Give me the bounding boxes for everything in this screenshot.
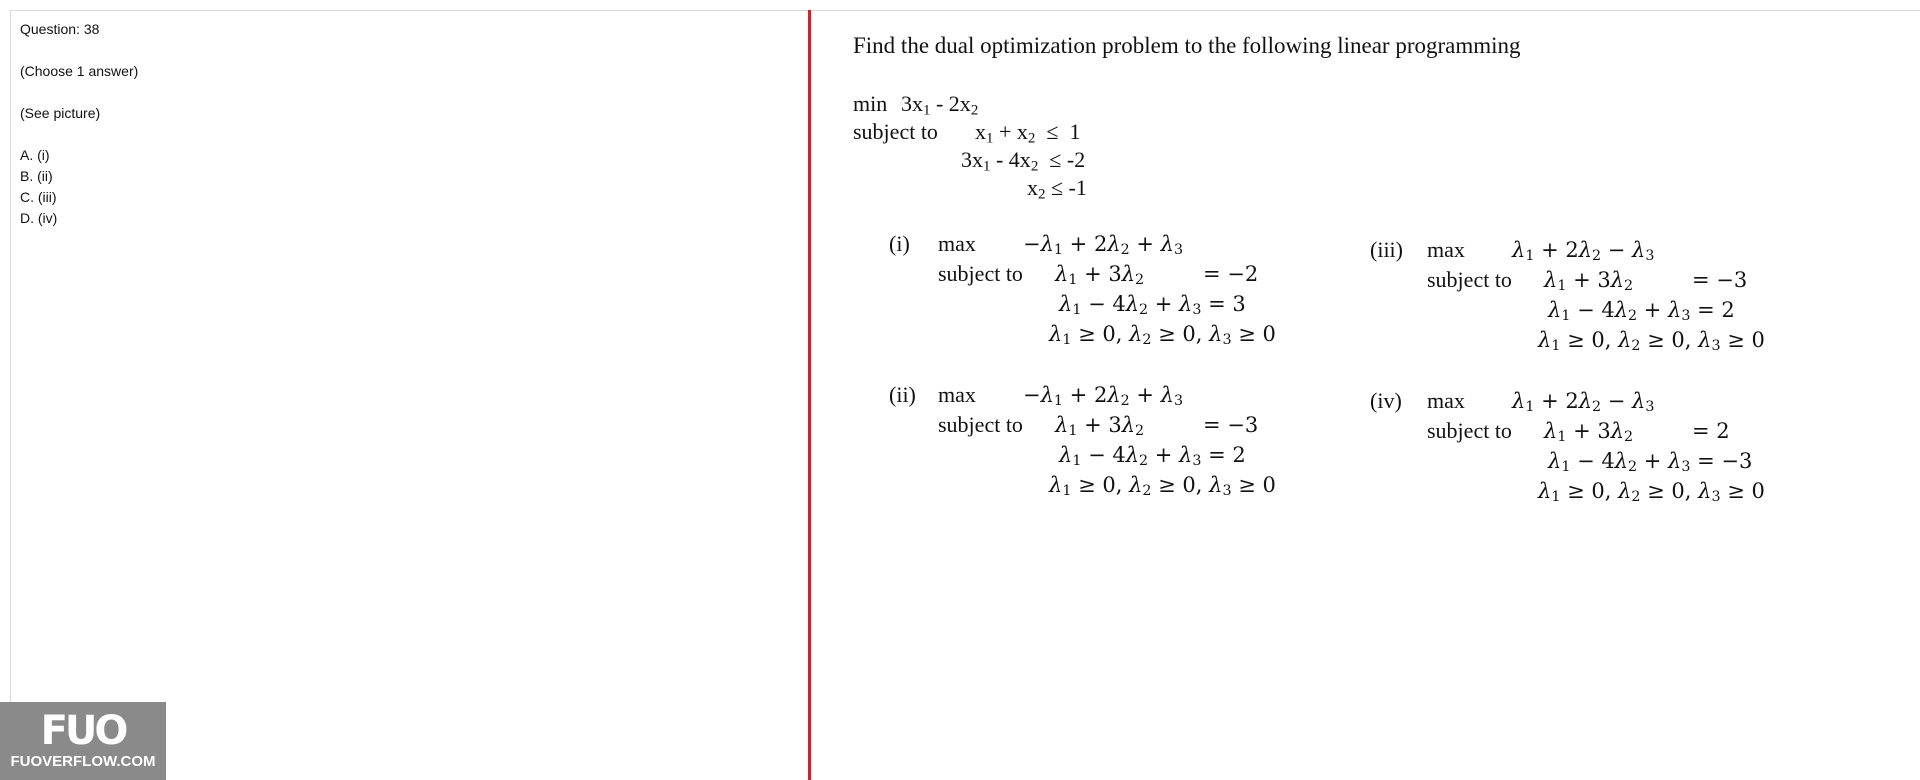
option-objective: $\lambda_1 + 2\lambda_2 - \lambda_3$ [1512, 238, 1655, 265]
option-constraint-3: $\lambda_1 \ge 0$, $\lambda_2 \ge 0$, $\lambda_3 \ge 0$ [1538, 479, 1765, 506]
primal-constraint-1: $x_1 + x_2 \le 1$ [975, 119, 1081, 147]
answer-option-d[interactable]: D. (iv) [20, 210, 58, 226]
option-max-keyword: max [938, 231, 976, 256]
see-picture-note: (See picture) [20, 105, 101, 121]
option-subject-to: subject to [1427, 267, 1512, 292]
option-objective: $-\lambda_1 + 2\lambda_2 + \lambda_3$ [1023, 232, 1184, 259]
option-constraint-3: $\lambda_1 \ge 0$, $\lambda_2 \ge 0$, $\lambda_3 \ge 0$ [1538, 328, 1765, 355]
option-constraint-3: $\lambda_1 \ge 0$, $\lambda_2 \ge 0$, $\lambda_3 \ge 0$ [1049, 473, 1276, 500]
option-objective: $\lambda_1 + 2\lambda_2 - \lambda_3$ [1512, 389, 1655, 416]
question-picture [853, 0, 1913, 780]
option-constraint-1-lhs: $\lambda_1 + 3\lambda_2$ [1055, 262, 1145, 289]
option-constraint-3: $\lambda_1 \ge 0$, $\lambda_2 \ge 0$, $\lambda_3 \ge 0$ [1049, 322, 1276, 349]
option-constraint-1-rhs: = −3 [1203, 413, 1259, 437]
primal-constraint-3: $x_2 \le -1$ [1027, 175, 1087, 203]
primal-constraint-2: $3x_1 - 4x_2 \le -2$ [961, 147, 1086, 175]
problem-prompt: Find the dual optimization problem to the following linear programming [853, 33, 1521, 58]
option-constraint-2: $\lambda_1 - 4\lambda_2 + \lambda_3 = 2$ [1548, 298, 1735, 325]
watermark-site-name: FUOVERFLOW.COM [10, 753, 156, 770]
primal-objective: $3x_1 - 2x_2$ [901, 91, 979, 119]
option-constraint-2: $\lambda_1 - 4\lambda_2 + \lambda_3 = 2$ [1059, 443, 1246, 470]
option-objective: $-\lambda_1 + 2\lambda_2 + \lambda_3$ [1023, 383, 1184, 410]
option-subject-to: subject to [1427, 418, 1512, 443]
watermark-logo: FUO [40, 708, 126, 754]
question-number: Question: 38 [20, 21, 100, 37]
option-constraint-1-rhs: = −2 [1203, 262, 1259, 286]
primal-subject-to: subject to [853, 119, 938, 144]
option-constraint-1-rhs: = 2 [1692, 419, 1730, 443]
frame-left-border [10, 10, 11, 780]
option-max-keyword: max [1427, 237, 1465, 262]
option-constraint-1-lhs: $\lambda_1 + 3\lambda_2$ [1055, 413, 1145, 440]
panel-divider [808, 10, 811, 780]
fuoverflow-watermark [0, 702, 166, 780]
primal-min-keyword: min [853, 91, 888, 116]
option-label: (ii) [889, 382, 916, 407]
option-label: (iv) [1370, 388, 1402, 413]
option-subject-to: subject to [938, 412, 1023, 437]
answer-option-c[interactable]: C. (iii) [20, 189, 57, 205]
option-constraint-1-lhs: $\lambda_1 + 3\lambda_2$ [1544, 268, 1634, 295]
option-constraint-1-rhs: = −3 [1692, 268, 1748, 292]
question-instruction: (Choose 1 answer) [20, 63, 139, 79]
question-panel [20, 19, 780, 229]
option-constraint-2: $\lambda_1 - 4\lambda_2 + \lambda_3 = 3$ [1059, 292, 1246, 319]
answer-option-b[interactable]: B. (ii) [20, 168, 53, 184]
option-label: (i) [889, 231, 910, 256]
option-max-keyword: max [938, 382, 976, 407]
option-constraint-2: $\lambda_1 - 4\lambda_2 + \lambda_3 = -3$ [1548, 449, 1753, 476]
option-subject-to: subject to [938, 261, 1023, 286]
option-max-keyword: max [1427, 388, 1465, 413]
option-label: (iii) [1370, 237, 1403, 262]
answer-option-a[interactable]: A. (i) [20, 147, 50, 163]
option-constraint-1-lhs: $\lambda_1 + 3\lambda_2$ [1544, 419, 1634, 446]
